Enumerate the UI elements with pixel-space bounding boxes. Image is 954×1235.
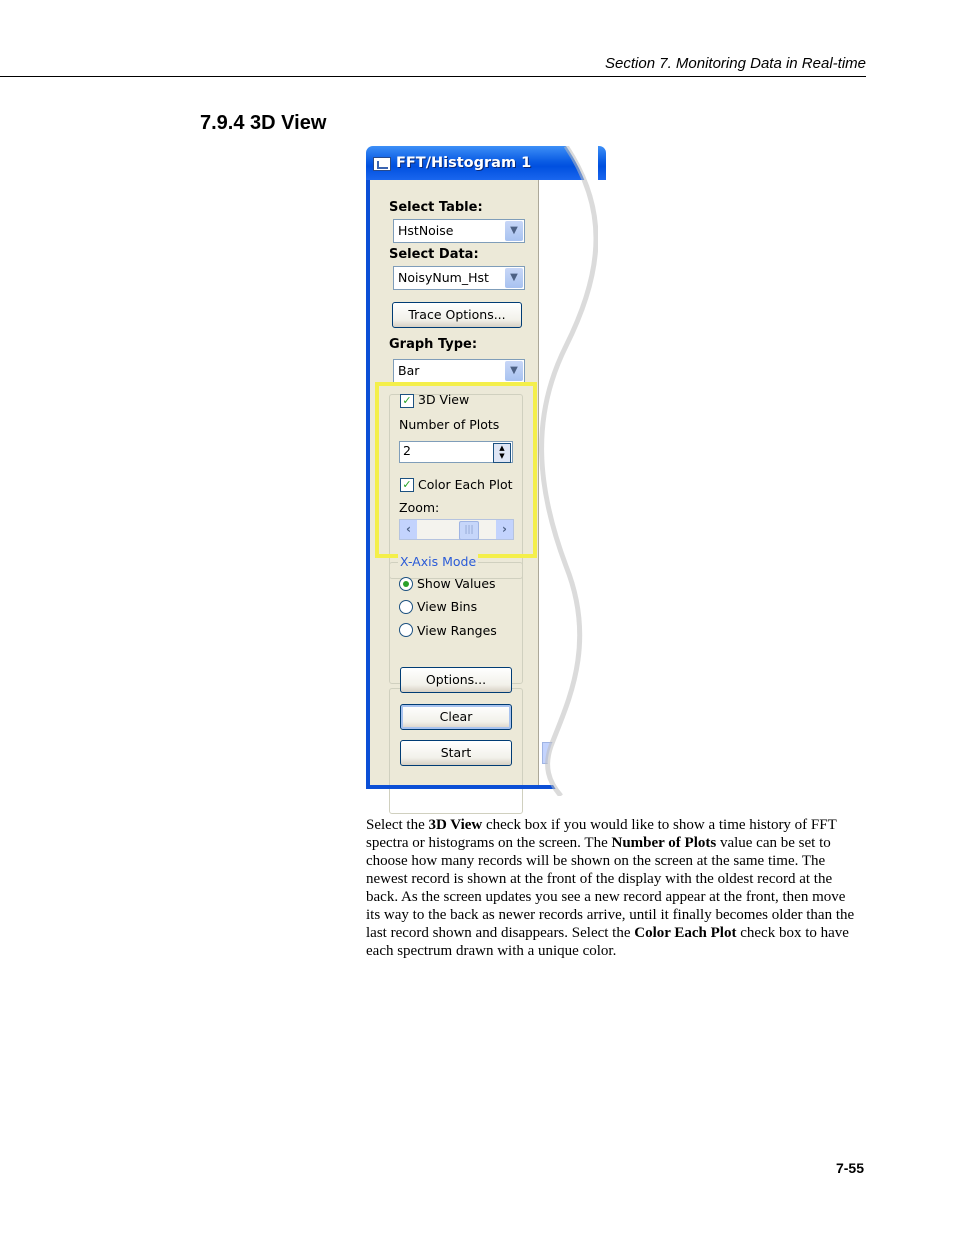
- number-of-plots-value: 2: [403, 443, 411, 458]
- 3d-view-label: 3D View: [418, 392, 470, 407]
- spin-arrows-icon[interactable]: ▲ ▼: [493, 443, 511, 463]
- select-table-value: HstNoise: [398, 223, 454, 238]
- header-rule: [0, 76, 866, 77]
- body-text-4: check box to have each spectrum drawn with a unique color.: [366, 925, 849, 959]
- body-text-3: value can be set to choose how many records will be shown on the screen at the same time. The newest record is shown at the front of the display with the oldest record at the back. As the screen updates you see a new record appear at the front, then move its way to the back as newer records arrive, until it finally becomes older than the last record shown and disappears. Select the: [366, 835, 855, 941]
- window-title: FFT/Histogram 1: [396, 155, 532, 171]
- torn-edge: [366, 146, 598, 796]
- color-each-plot-checkbox[interactable]: ✓: [400, 478, 414, 492]
- body-text-1: Select the: [366, 817, 429, 833]
- clear-button[interactable]: Clear: [400, 704, 512, 730]
- body-text-2: check box if you would like to show a time history of FFT spectra or histograms on the screen. The: [366, 817, 837, 851]
- start-button[interactable]: Start: [400, 740, 512, 766]
- options-button[interactable]: Options...: [400, 667, 512, 693]
- zoom-thumb[interactable]: |||: [459, 521, 479, 540]
- chevron-down-icon[interactable]: ▼: [505, 268, 523, 288]
- view-bins-label: View Bins: [417, 599, 478, 614]
- chevron-down-icon[interactable]: ▼: [505, 361, 523, 381]
- color-each-plot-label: Color Each Plot: [418, 477, 513, 492]
- select-table-label: Select Table:: [389, 200, 483, 215]
- select-data-value: NoisyNum_Hst: [398, 270, 489, 285]
- view-ranges-label: View Ranges: [417, 623, 497, 638]
- show-values-label: Show Values: [417, 576, 496, 591]
- 3d-view-checkbox[interactable]: ✓: [400, 394, 414, 408]
- zoom-label: Zoom:: [399, 500, 440, 515]
- chevron-right-icon[interactable]: ›: [496, 520, 513, 539]
- body-bold-3d-view: 3D View: [428, 817, 483, 833]
- number-of-plots-label: Number of Plots: [399, 417, 500, 432]
- select-data-label: Select Data:: [389, 247, 479, 262]
- body-bold-color-each-plot: Color Each Plot: [634, 925, 737, 941]
- graph-type-label: Graph Type:: [389, 337, 478, 352]
- x-axis-mode-label: X-Axis Mode: [400, 554, 477, 569]
- body-paragraph: [366, 816, 862, 960]
- trace-options-button[interactable]: Trace Options...: [392, 302, 522, 328]
- page-number: 7-55: [835, 1160, 864, 1176]
- fft-histogram-screenshot: [366, 146, 598, 796]
- chevron-left-icon[interactable]: ‹: [400, 520, 417, 539]
- section-heading: 7.9.4 3D View: [200, 112, 327, 134]
- section-header: Section 7. Monitoring Data in Real-time: [605, 55, 866, 72]
- chevron-down-icon[interactable]: ▼: [505, 221, 523, 241]
- body-bold-number-of-plots: Number of Plots: [611, 835, 717, 851]
- graph-type-value: Bar: [398, 363, 420, 378]
